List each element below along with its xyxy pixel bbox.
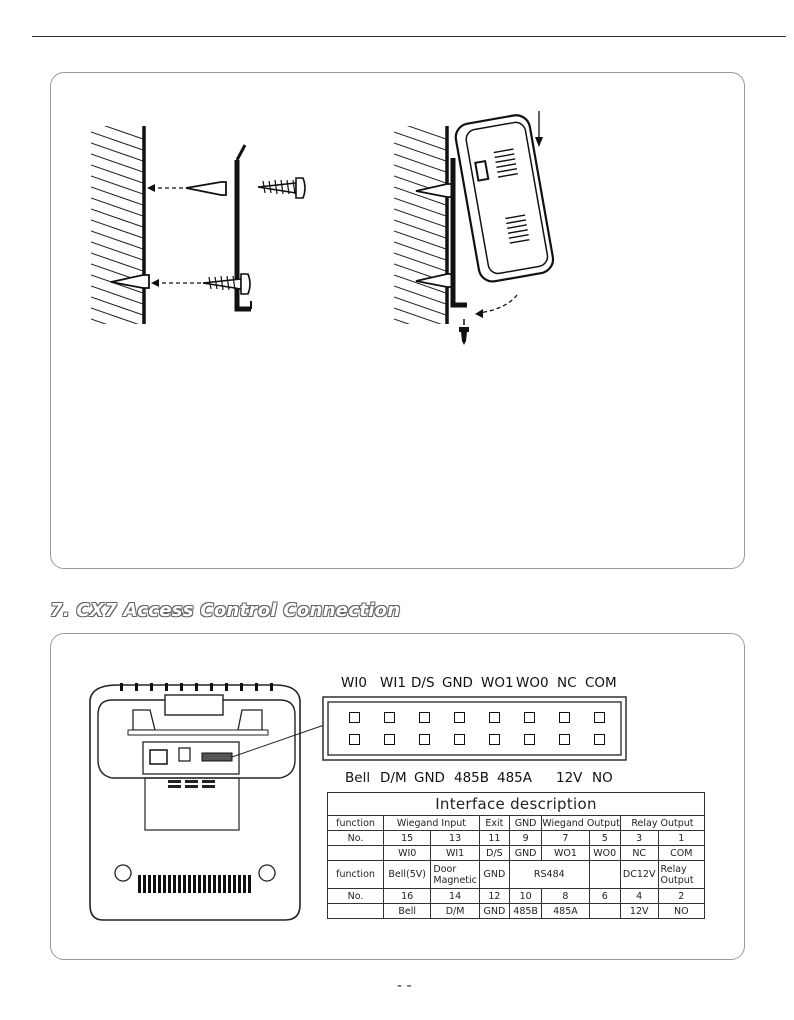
interface-table (327, 792, 705, 919)
table-cell: 10 (509, 889, 541, 904)
table-cell: WI1 (431, 846, 479, 861)
table-row (328, 816, 705, 831)
table-cell: NO (658, 904, 704, 919)
table-row (328, 846, 705, 861)
table-cell: Wiegand Input (384, 816, 480, 831)
table-cell: COM (658, 846, 704, 861)
pin-square (594, 734, 605, 745)
pin-square (349, 712, 360, 723)
table-cell-line: Relay (660, 863, 687, 875)
table-cell: NC (620, 846, 658, 861)
table-cell: 1 (658, 831, 704, 846)
table-cell: GND (509, 846, 541, 861)
table-row (328, 889, 705, 904)
pin-square (384, 712, 395, 723)
pin-label-top: D/S (411, 675, 435, 691)
pin-label-top: WI0 (341, 675, 367, 691)
table-cell: 13 (431, 831, 479, 846)
table-cell: 14 (431, 889, 479, 904)
table-cell: 11 (479, 831, 509, 846)
table-cell: 12V (620, 904, 658, 919)
section-title: 7. CX7 Access Control Connection (50, 600, 401, 621)
pin-square (559, 734, 570, 745)
table-cell: function (328, 861, 384, 889)
table-cell: 8 (542, 889, 589, 904)
table-cell: 4 (620, 889, 658, 904)
pin-label-bottom: D/M (380, 770, 407, 786)
table-cell: 485B (509, 904, 541, 919)
table-cell: Bell(5V) (384, 861, 431, 889)
pin-square (419, 734, 430, 745)
table-cell: No. (328, 889, 384, 904)
table-cell-line: Door (433, 863, 457, 875)
page-number: - - (397, 978, 412, 994)
pin-label-top: NC (557, 675, 577, 691)
table-cell: No. (328, 831, 384, 846)
table-cell: Wiegand Output (542, 817, 620, 829)
table-cell: D/M (431, 904, 479, 919)
pin-square (524, 734, 535, 745)
table-cell: 3 (620, 831, 658, 846)
pin-label-bottom: Bell (345, 770, 371, 786)
table-cell (589, 861, 620, 889)
pin-label-top: WI1 (380, 675, 406, 691)
pin-label-top: WO0 (516, 675, 549, 691)
table-cell: DC12V (620, 861, 658, 889)
table-cell: 6 (589, 889, 620, 904)
table-cell: WI0 (384, 846, 431, 861)
pin-square (489, 712, 500, 723)
pin-square (594, 712, 605, 723)
pin-square (489, 734, 500, 745)
table-cell: D/S (479, 846, 509, 861)
table-cell: WO0 (589, 846, 620, 861)
table-row (328, 861, 705, 889)
pin-label-top: COM (585, 675, 617, 691)
pin-label-bottom: NO (592, 770, 613, 786)
table-cell-line: Output (660, 874, 694, 886)
pin-label-bottom: 485A (497, 770, 533, 786)
table-cell (431, 861, 479, 889)
pin-square (524, 712, 535, 723)
table-cell: 16 (384, 889, 431, 904)
pin-square (384, 734, 395, 745)
table-cell: WO1 (542, 846, 589, 861)
table-cell: 485A (542, 904, 589, 919)
table-cell (328, 846, 384, 861)
table-cell: 2 (658, 889, 704, 904)
table-cell: 7 (542, 831, 589, 846)
pin-square (419, 712, 430, 723)
table-cell: GND (479, 904, 509, 919)
pin-square (454, 712, 465, 723)
pin-square (454, 734, 465, 745)
pin-label-top: WO1 (481, 675, 514, 691)
table-cell: GND (509, 816, 541, 831)
pin-label-bottom: 12V (556, 770, 583, 786)
table-cell: Exit (479, 816, 509, 831)
pin-label-top: GND (442, 675, 473, 691)
bottom-grille (138, 875, 251, 893)
pin-square (559, 712, 570, 723)
table-cell: 9 (509, 831, 541, 846)
pin-label-bottom: 485B (454, 770, 490, 786)
table-row (328, 831, 705, 846)
table-cell (328, 904, 384, 919)
table-cell: Relay Output (620, 816, 704, 831)
table-cell: function (328, 816, 384, 831)
table-cell (589, 904, 620, 919)
table-cell (658, 861, 704, 889)
table-cell: RS484 (509, 861, 589, 889)
table-cell: 12 (479, 889, 509, 904)
pin-label-bottom: GND (414, 770, 445, 786)
table-cell: Bell (384, 904, 431, 919)
table-cell: 5 (589, 831, 620, 846)
table-title: Interface description (328, 793, 705, 816)
table-cell: GND (479, 861, 509, 889)
table-cell-line: Magnetic (433, 874, 477, 886)
pin-square (349, 734, 360, 745)
table-row (328, 904, 705, 919)
table-cell: 15 (384, 831, 431, 846)
